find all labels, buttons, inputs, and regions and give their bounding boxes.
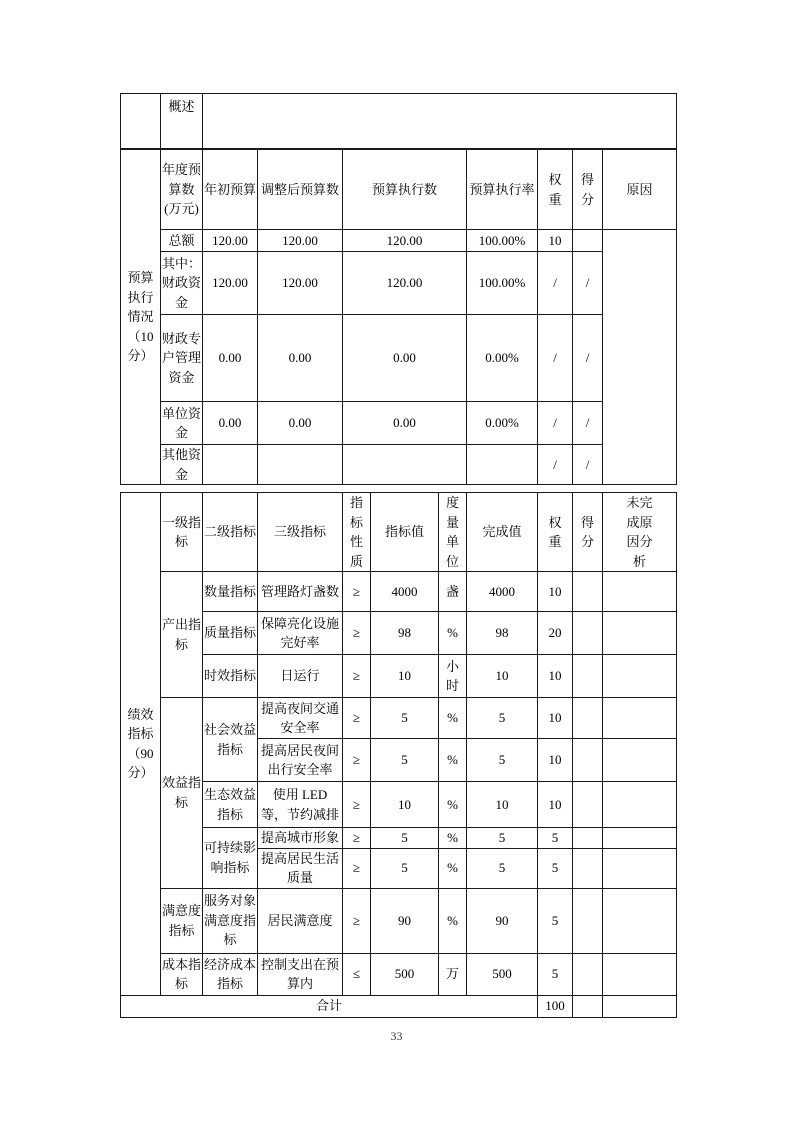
perf-unit-text: % [447,912,458,928]
perf-cell-done: 90 [467,888,538,953]
perf-cell-l2: 数量指标 [203,572,258,612]
perf-header-value: 指标值 [371,493,439,572]
perf-cell-weight: 10 [538,572,573,612]
budget-header-executed: 预算执行数 [343,150,467,230]
budget-cell-adjusted: 120.00 [258,252,343,315]
perf-cell-reason [603,782,677,828]
perf-cell-nature: ≥ [343,655,371,698]
budget-cell-initial [203,445,258,485]
overview-label-cell: 概述 [161,94,203,149]
perf-cell-l1: 成本指标 [161,953,203,995]
perf-header-score-text: 得分 [580,514,594,549]
perf-cell-l2: 社会效益指标 [203,698,258,782]
perf-cell-value: 10 [371,655,439,698]
budget-cell-adjusted: 120.00 [258,230,343,252]
perf-cell-l2: 服务对象满意度指标 [203,888,258,953]
perf-cell-score [573,888,603,953]
perf-header-l1: 一级指标 [161,493,203,572]
perf-cell-l3: 管理路灯盏数 [258,572,343,612]
budget-cell-weight: / [538,252,573,315]
perf-unit-text: 小时 [445,658,459,693]
perf-cell-reason [603,612,677,655]
perf-header-done: 完成值 [467,493,538,572]
budget-cell-score: / [573,445,603,485]
perf-cell-done: 500 [467,953,538,995]
perf-unit-text: 盏 [445,583,459,599]
perf-cell-nature: ≥ [343,848,371,888]
perf-cell-value: 5 [371,739,439,782]
perf-cell-l3: 日运行 [258,655,343,698]
perf-cell-nature: ≥ [343,612,371,655]
perf-cell-done: 10 [467,782,538,828]
budget-header-annual: 年度预算数(万元) [161,150,203,230]
overview-table [120,93,677,149]
perf-cell-weight: 10 [538,698,573,739]
perf-cell-score [573,782,603,828]
perf-cell-done: 5 [467,828,538,849]
perf-header-weight-text: 权重 [548,514,562,549]
budget-cell-executed: 120.00 [343,252,467,315]
perf-cell-value: 4000 [371,572,439,612]
perf-cell-l1: 满意度指标 [161,888,203,953]
perf-cell-score [573,698,603,739]
perf-total-score-cell [573,995,603,1017]
perf-cell-value: 98 [371,612,439,655]
budget-header-reason: 原因 [603,150,677,230]
perf-cell-l3: 提高城市形象 [258,828,343,849]
perf-cell-l3: 提高居民夜间出行安全率 [258,739,343,782]
perf-total-weight-cell: 100 [538,995,573,1017]
perf-cell-done: 5 [467,739,538,782]
perf-cell-score [573,848,603,888]
perf-section-label: 绩效指标（90分） [127,706,154,781]
budget-cell-executed: 0.00 [343,402,467,445]
perf-cell-l2: 经济成本指标 [203,953,258,995]
performance-table [120,492,677,1018]
perf-cell-value: 5 [371,848,439,888]
perf-header-unit-text: 度量单位 [445,495,459,569]
perf-header-reason-text: 未完成原因分析 [626,495,653,569]
perf-cell-value: 10 [371,782,439,828]
budget-section-cell [121,150,161,485]
budget-cell-rate: 100.00% [467,252,538,315]
budget-cell-weight: / [538,315,573,402]
perf-cell-l1: 产出指标 [161,572,203,698]
budget-cell-initial: 120.00 [203,230,258,252]
perf-cell-l3: 提高居民生活质量 [258,848,343,888]
perf-cell-score [573,655,603,698]
budget-cell-rate: 100.00% [467,230,538,252]
budget-cell-weight: / [538,402,573,445]
perf-cell-l3: 居民满意度 [258,888,343,953]
perf-cell-reason [603,655,677,698]
perf-cell-l2: 生态效益指标 [203,782,258,828]
perf-cell-done: 5 [467,698,538,739]
tables-region [120,93,677,1018]
budget-cell-rate: 0.00% [467,315,538,402]
budget-row-label: 其中：财政资金 [161,252,203,315]
perf-cell-done: 5 [467,848,538,888]
perf-cell-done: 98 [467,612,538,655]
budget-header-rate: 预算执行率 [467,150,538,230]
perf-cell-score [573,828,603,849]
perf-header-score [573,493,603,572]
perf-cell-score [573,572,603,612]
perf-total-label-cell: 合计 [121,995,538,1017]
budget-cell-rate: 0.00% [467,402,538,445]
budget-header-weight-text: 权重 [548,172,562,207]
perf-unit-text: % [447,752,458,768]
perf-cell-l1: 效益指标 [161,698,203,889]
perf-header-unit [439,493,467,572]
perf-cell-done: 4000 [467,572,538,612]
perf-cell-value: 500 [371,953,439,995]
perf-header-reason [603,493,677,572]
budget-cell-score: / [573,252,603,315]
budget-cell-adjusted: 0.00 [258,315,343,402]
perf-cell-value: 5 [371,698,439,739]
perf-unit-text: % [447,796,458,812]
perf-cell-reason [603,888,677,953]
perf-cell-nature: ≥ [343,888,371,953]
perf-cell-l2: 可持续影响指标 [203,828,258,889]
perf-cell-unit [439,828,467,849]
perf-cell-l2: 质量指标 [203,612,258,655]
perf-cell-unit [439,572,467,612]
perf-cell-nature: ≥ [343,698,371,739]
perf-cell-unit [439,953,467,995]
perf-cell-reason [603,828,677,849]
budget-cell-score: / [573,315,603,402]
perf-cell-score [573,953,603,995]
budget-cell-executed [343,445,467,485]
perf-cell-l3: 使用 LED 等，节约减排 [258,782,343,828]
budget-section-label: 预算执行情况（10分） [127,270,154,364]
perf-unit-text: % [447,860,458,876]
perf-cell-unit [439,782,467,828]
perf-cell-value: 5 [371,828,439,849]
perf-unit-text: % [447,710,458,726]
perf-cell-weight: 5 [538,848,573,888]
perf-cell-weight: 10 [538,739,573,782]
budget-cell-initial: 0.00 [203,402,258,445]
budget-row-label: 其他资金 [161,445,203,485]
perf-cell-unit [439,612,467,655]
perf-header-nature [343,493,371,572]
perf-cell-reason [603,739,677,782]
budget-cell-weight: / [538,445,573,485]
perf-cell-weight: 20 [538,612,573,655]
perf-section-cell [121,493,161,996]
budget-header-initial: 年初预算 [203,150,258,230]
perf-cell-weight: 10 [538,655,573,698]
perf-cell-weight: 5 [538,953,573,995]
budget-header-score [573,150,603,230]
budget-reason-cell [603,230,677,485]
perf-cell-nature: ≥ [343,572,371,612]
perf-cell-reason [603,572,677,612]
budget-header-score-text: 得分 [580,172,594,207]
perf-cell-nature: ≥ [343,828,371,849]
perf-header-nature-text: 指标性质 [349,495,363,569]
perf-cell-reason [603,698,677,739]
budget-row-label: 单位资金 [161,402,203,445]
perf-cell-score [573,739,603,782]
budget-cell-executed: 0.00 [343,315,467,402]
perf-cell-l3: 控制支出在预算内 [258,953,343,995]
perf-cell-unit [439,655,467,698]
budget-cell-score: / [573,402,603,445]
budget-cell-adjusted: 0.00 [258,402,343,445]
perf-cell-reason [603,848,677,888]
perf-unit-text: 万 [445,966,459,982]
perf-cell-nature: ≥ [343,782,371,828]
budget-row-label: 总额 [161,230,203,252]
budget-cell-executed: 120.00 [343,230,467,252]
perf-cell-nature: ≤ [343,953,371,995]
perf-cell-unit [439,739,467,782]
budget-cell-weight: 10 [538,230,573,252]
perf-header-weight [538,493,573,572]
perf-header-l3: 三级指标 [258,493,343,572]
perf-cell-l3: 保障亮化设施完好率 [258,612,343,655]
perf-header-l2: 二级指标 [203,493,258,572]
budget-cell-initial: 0.00 [203,315,258,402]
budget-cell-initial: 120.00 [203,252,258,315]
perf-cell-l2: 时效指标 [203,655,258,698]
perf-cell-unit [439,848,467,888]
budget-header-weight [538,150,573,230]
budget-header-adjusted: 调整后预算数 [258,150,343,230]
budget-cell-rate [467,445,538,485]
perf-cell-unit [439,888,467,953]
perf-cell-done: 10 [467,655,538,698]
perf-unit-text: % [447,625,458,641]
perf-cell-nature: ≥ [343,739,371,782]
budget-row-label: 财政专户管理资金 [161,315,203,402]
page-number: 33 [390,1029,403,1043]
overview-corner-cell [121,94,161,149]
perf-cell-score [573,612,603,655]
perf-total-reason-cell [603,995,677,1017]
perf-cell-weight: 5 [538,828,573,849]
perf-cell-unit [439,698,467,739]
perf-cell-reason [603,953,677,995]
perf-cell-value: 90 [371,888,439,953]
perf-cell-l3: 提高夜间交通安全率 [258,698,343,739]
budget-cell-adjusted [258,445,343,485]
perf-cell-weight: 10 [538,782,573,828]
overview-content-cell [203,94,677,149]
budget-execution-table [120,149,677,485]
budget-cell-score [573,230,603,252]
perf-cell-weight: 5 [538,888,573,953]
perf-unit-text: % [447,830,458,845]
